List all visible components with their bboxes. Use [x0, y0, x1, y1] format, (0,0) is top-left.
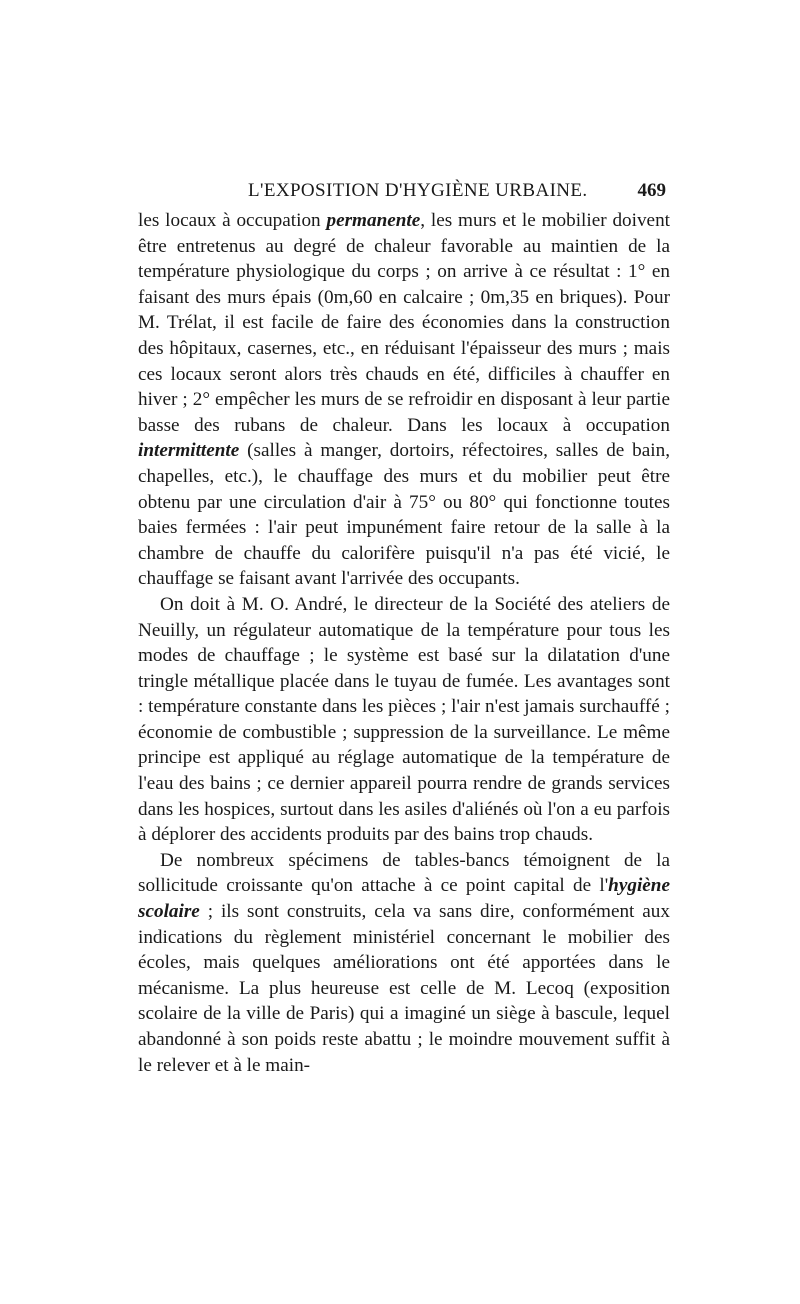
emphasis-hygiene-scolaire: hygiène scolaire: [138, 875, 670, 923]
text-run: ; ils sont construits, cela va sans dire, conformément aux indications du règlement ministériel concernant le mobilier des écoles, mais quelques améliorations ont été apportées dans le mécanisme. La plus heureuse est celle de M. Lecoq (exposition scolaire de la ville de Paris) qui a imaginé un siège à bascule, lequel abandonné à son poids reste abattu ; le moindre mouvement suffit à le relever et à le main-: [138, 901, 670, 1076]
running-head: [138, 180, 670, 204]
text-run: (salles à manger, dortoirs, réfectoires, salles de bain, chapelles, etc.), le chauffage des murs et du mobilier peut être obtenu par une circulation d'air à 75° ou 80° qui fonctionne toutes baies fermées : l'air peut impunément faire retour de la salle à la chambre de chauffe du calorifère puisqu'il n'a pas été vicié, le chauffage se faisant avant l'arrivée des occupants.: [138, 440, 670, 590]
emphasis-permanente: permanente: [326, 210, 421, 231]
page-number: 469: [637, 180, 666, 201]
text-run: De nombreux spécimens de tables-bancs témoignent de la sollicitude croissante qu'on attache à ce point capital de l': [138, 849, 670, 897]
emphasis-intermittente: intermittente: [138, 440, 240, 462]
text-run: , les murs et le mobilier doivent être entretenus au degré de chaleur favorable au maintien de la température physiologique du corps ; on arrive à ce résultat : 1° en faisant des murs épais (0m,60 en calcaire ; 0m,35 en briques). Pour M. Trélat, il est facile de faire des économies dans la construction des hôpitaux, casernes, etc., en réduisant l'épaisseur des murs ; mais ces locaux seront alors très chauds en été, difficiles à chauffer en hiver ; 2° empêcher les murs de se refroidir en disposant à leur partie basse des rubans de chaleur. Dans les locaux à occupation: [138, 210, 670, 436]
body-text: [138, 208, 670, 1078]
text-run: les locaux à occupation: [138, 210, 327, 231]
paragraph-school-furniture: [138, 848, 670, 1078]
paragraph-regulator: On doit à M. O. André, le directeur de la Société des ateliers de Neuilly, un régulateur automatique de la température pour tous les modes de chauffage ; le système est basé sur la dilatation d'une tringle métallique placée dans le tuyau de fumée. Les avantages sont : température constante dans les pièces ; l'air n'est jamais surchauffé ; économie de combustible ; suppression de la surveillance. Le même principe est appliqué au réglage automatique de la température de l'eau des bains ; ce dernier appareil pourra rendre de grands services dans les hospices, surtout dans les asiles d'aliénés où l'on a eu parfois à déplorer des accidents produits par des bains trop chauds.: [138, 593, 670, 846]
running-title: L'EXPOSITION D'HYGIÈNE URBAINE.: [248, 180, 588, 201]
paragraph-heating-walls: [138, 208, 670, 592]
